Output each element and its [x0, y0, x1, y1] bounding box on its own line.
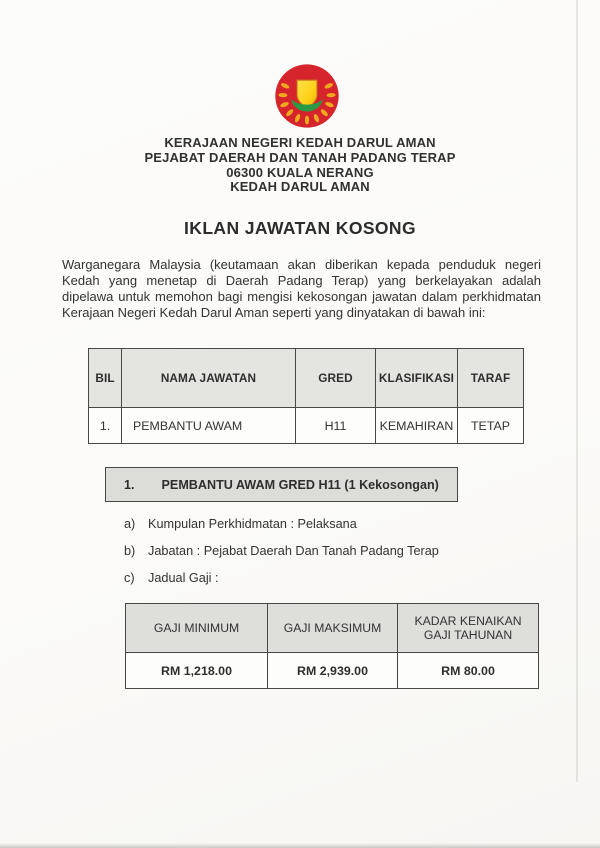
- cell-klasifikasi: KEMAHIRAN: [376, 408, 458, 444]
- cell-gred: H11: [296, 408, 376, 444]
- detail-text-a: Kumpulan Perkhidmatan : Pelaksana: [148, 517, 357, 531]
- salary-table-value-row: [126, 653, 539, 689]
- column-header-gaji-maksimum: GAJI MAKSIMUM: [268, 604, 398, 653]
- cell-gaji-maksimum: RM 2,939.00: [268, 653, 398, 689]
- section-heading: [105, 467, 458, 502]
- org-header: [0, 136, 600, 195]
- detail-item-kumpulan: [124, 517, 357, 531]
- kedah-crest-icon: [274, 63, 340, 129]
- vacancy-table-header-row: [89, 349, 524, 408]
- detail-label-c: c): [124, 571, 135, 585]
- scan-bottom-shadow: [0, 843, 600, 848]
- cell-taraf: TETAP: [458, 408, 524, 444]
- salary-table-header-row: [126, 604, 539, 653]
- org-line-2: PEJABAT DAERAH DAN TANAH PADANG TERAP: [144, 149, 456, 165]
- org-line-3: 06300 KUALA NERANG: [226, 164, 374, 180]
- column-header-klasifikasi: KLASIFIKASI: [376, 349, 458, 408]
- column-header-gred: GRED: [296, 349, 376, 408]
- section-title: PEMBANTU AWAM GRED H11 (1 Kekosongan): [161, 477, 439, 492]
- scan-edge-line: [576, 0, 578, 782]
- cell-gaji-minimum: RM 1,218.00: [126, 653, 268, 689]
- detail-text-b: Jabatan : Pejabat Daerah Dan Tanah Padang Terap: [148, 544, 439, 558]
- column-header-gaji-minimum: GAJI MINIMUM: [126, 604, 268, 653]
- column-header-kadar-kenaikan: KADAR KENAIKAN GAJI TAHUNAN: [398, 604, 539, 653]
- column-header-nama-jawatan: NAMA JAWATAN: [122, 349, 296, 408]
- cell-kadar-kenaikan: RM 80.00: [398, 653, 539, 689]
- kedah-crest-logo: [274, 63, 340, 129]
- detail-item-jabatan: [124, 544, 439, 558]
- detail-label-a: a): [124, 517, 136, 531]
- org-line-4: KEDAH DARUL AMAN: [230, 179, 370, 195]
- salary-table: [125, 603, 539, 689]
- column-header-taraf: TARAF: [458, 349, 524, 408]
- org-line-1: KERAJAAN NEGERI KEDAH DARUL AMAN: [164, 135, 436, 150]
- cell-nama-jawatan: PEMBANTU AWAM: [122, 408, 296, 444]
- cell-bil: 1.: [89, 408, 122, 444]
- detail-text-c: Jadual Gaji :: [148, 571, 219, 585]
- section-number: 1.: [124, 477, 135, 492]
- column-header-bil: BIL: [89, 349, 122, 408]
- detail-item-jadual-gaji: [124, 571, 219, 585]
- vacancy-table: [88, 348, 524, 444]
- detail-label-b: b): [124, 544, 136, 558]
- intro-paragraph: Warganegara Malaysia (keutamaan akan diberikan kepada penduduk negeri Kedah yang menetap di Daerah Padang Terap) yang berkelayakan adalah dipelawa untuk memohon bagi mengisi kekosongan jawatan dalam perkhidmatan Kerajaan Negeri Kedah Darul Aman seperti yang dinyatakan di bawah ini:: [62, 257, 541, 321]
- vacancy-table-row: [89, 408, 524, 444]
- page-title: IKLAN JAWATAN KOSONG: [184, 218, 416, 238]
